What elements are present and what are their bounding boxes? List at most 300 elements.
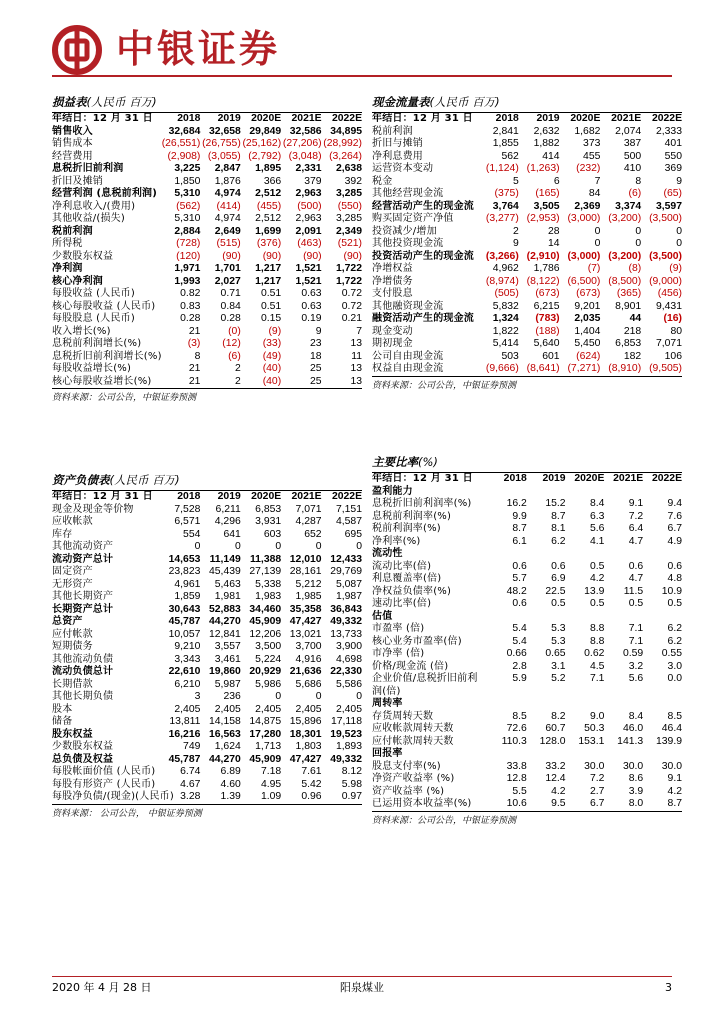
cell-value: 5.4	[512, 635, 527, 647]
cell-value: 2,027	[214, 275, 241, 287]
row-label: 税前利润率(%)	[372, 523, 441, 534]
cell-value: 5,338	[255, 578, 282, 590]
cell-value: 11.5	[623, 585, 644, 597]
cell-value: 22.5	[545, 585, 566, 597]
table-row	[52, 516, 362, 529]
cell-value: 29,769	[330, 566, 362, 577]
cell-value: 1,895	[255, 163, 282, 174]
cell-value: 2022E	[651, 473, 682, 484]
cell-value: 35,358	[289, 603, 322, 615]
key-ratios-title: 主要比率(%)	[372, 454, 682, 473]
row-label: 净利润	[52, 263, 83, 274]
cell-value: (624)	[576, 350, 601, 362]
table-row	[372, 201, 682, 214]
cell-value: 0.5	[589, 560, 605, 572]
table-row	[372, 238, 682, 251]
cell-value: 0.5	[628, 598, 644, 609]
cell-value: (8,500)	[608, 275, 642, 287]
key-ratios-table	[372, 473, 682, 812]
cell-value: 6,853	[255, 503, 282, 515]
row-label: 每股净负债/(现金)(人民币)	[52, 791, 174, 802]
row-label: 股本	[52, 703, 73, 715]
cell-value: 6	[553, 175, 560, 187]
row-label: 短期债务	[52, 641, 93, 652]
row-label: 应付帐款周转天数	[372, 735, 454, 747]
cell-value: 128.0	[539, 735, 566, 747]
row-label: 息税前利润增长(%)	[52, 338, 142, 349]
table-row	[52, 666, 362, 679]
cell-value: 1,803	[295, 741, 322, 752]
cell-value: 410	[623, 163, 642, 174]
cell-value: (550)	[337, 200, 362, 212]
cell-value: (1,263)	[526, 163, 560, 174]
cell-value: 2020E	[570, 113, 601, 124]
footer-date: 2020 年 4 月 28 日	[52, 981, 152, 994]
table-row	[372, 673, 682, 686]
cell-value: 236	[223, 691, 241, 702]
cell-value: 6.1	[512, 535, 527, 547]
cell-value: 2020E	[251, 113, 282, 124]
table-row	[52, 238, 362, 251]
cell-value: 141.3	[617, 735, 644, 747]
cell-value	[488, 611, 527, 624]
cell-value: (3,277)	[485, 213, 519, 224]
cell-value: (6)	[228, 350, 241, 362]
income-statement-title: 损益表(人民币 百万)	[52, 94, 362, 113]
cell-value: 10.9	[661, 585, 682, 597]
cell-value: 25	[281, 376, 321, 389]
cell-value: 554	[183, 528, 201, 540]
row-label: 投资活动产生的现金流	[372, 250, 474, 262]
cell-value: 7,071	[655, 338, 682, 349]
cell-value: (40)	[262, 363, 282, 374]
cell-value: 9.4	[667, 498, 682, 509]
cell-value: 9,201	[574, 300, 601, 312]
row-label: 折旧与摊销	[372, 138, 423, 149]
table-row	[372, 686, 682, 699]
cell-value: (8,910)	[600, 363, 641, 376]
cell-value: 27,139	[249, 566, 282, 577]
cell-value: 6.3	[589, 510, 605, 522]
cell-value: 36,843	[330, 603, 362, 615]
cell-value: (188)	[535, 325, 560, 337]
cell-value: 0	[315, 691, 322, 702]
cell-value: 2,405	[335, 703, 362, 715]
balance-sheet-panel	[52, 472, 362, 821]
cell-value: 9.0	[589, 710, 605, 722]
cell-value: 8	[635, 175, 642, 187]
cell-value: 4,287	[295, 516, 322, 527]
row-label: 资产收益率 (%)	[372, 785, 445, 797]
cell-value: 44,270	[209, 753, 241, 765]
cash-flow-table	[372, 113, 682, 377]
cell-value: 8.8	[589, 623, 605, 634]
cell-value	[488, 548, 527, 561]
row-label: 股东权益	[52, 728, 93, 740]
cell-value: 8.2	[551, 710, 566, 722]
cell-value: 7.1	[628, 623, 644, 634]
cell-value: 562	[501, 150, 519, 162]
cell-value	[488, 486, 527, 499]
cell-value: 45,787	[168, 616, 201, 627]
cell-value: (8)	[628, 263, 642, 274]
cell-value: 401	[664, 138, 682, 149]
cell-value: 2,638	[335, 163, 362, 174]
cell-value: (521)	[337, 238, 362, 249]
cell-value: 6.89	[220, 766, 241, 777]
cell-value: 366	[263, 175, 282, 187]
row-label: 净利息费用	[372, 150, 423, 162]
cell-value: (728)	[176, 238, 201, 249]
cell-value: 7,071	[295, 503, 322, 515]
footer-page-number: 3	[665, 981, 672, 994]
cell-value: (3)	[187, 338, 201, 349]
table-row	[52, 138, 362, 151]
cell-value: 8.8	[589, 635, 605, 647]
header-rule	[52, 75, 672, 77]
cell-value: 2,405	[255, 703, 282, 715]
cell-value: 5	[513, 175, 519, 187]
cell-value: 13.9	[584, 585, 605, 597]
cell-value	[527, 548, 566, 561]
cell-value: 5,310	[174, 213, 201, 224]
table-row	[372, 226, 682, 239]
cell-value: 6,853	[615, 338, 642, 349]
cell-value: 0.65	[545, 648, 566, 659]
cell-value: (2,910)	[526, 250, 560, 262]
cell-value: 11,388	[249, 553, 282, 565]
cell-value: 12,206	[249, 628, 282, 640]
table-row	[372, 698, 682, 711]
row-label: 每股股息 (人民币)	[52, 313, 135, 324]
cell-value: (8,974)	[485, 275, 519, 287]
table-row	[372, 251, 682, 264]
cell-value: 5.2	[551, 673, 566, 684]
cell-value	[488, 748, 527, 761]
cell-value: 0.0	[667, 673, 682, 684]
row-label: 市盈率 (倍)	[372, 623, 425, 634]
cell-value: 60.7	[545, 723, 566, 734]
cell-value: 16,563	[209, 728, 241, 740]
table-row	[52, 326, 362, 339]
cell-value: 4.1	[589, 535, 605, 547]
cell-value: 8.4	[589, 498, 605, 509]
cell-value: 14,653	[168, 553, 201, 565]
cell-value: 3,374	[615, 200, 642, 212]
row-label: 现金变动	[372, 325, 413, 337]
cell-value	[527, 748, 566, 761]
cell-value	[566, 748, 605, 761]
row-label: 年结日：12 月 31 日	[52, 491, 153, 502]
cell-value: 0	[315, 541, 322, 552]
cell-value: (232)	[576, 163, 601, 174]
cell-value: 2,841	[492, 125, 519, 137]
cell-value: 1,786	[533, 263, 560, 274]
cell-value: 44	[629, 313, 642, 324]
cell-value: 30.0	[622, 760, 644, 772]
cell-value: 1,981	[214, 591, 241, 602]
cell-value: 21,636	[289, 666, 322, 677]
table-row	[52, 288, 362, 301]
table-row	[52, 363, 362, 376]
cell-value: 32,658	[209, 125, 241, 137]
cell-value: 5,832	[492, 300, 519, 312]
cell-value: 33.2	[545, 760, 566, 772]
cell-value: 5.6	[628, 673, 644, 684]
cell-value: 9.1	[628, 498, 644, 509]
cell-value: 0.72	[341, 288, 362, 299]
cell-value: 550	[664, 150, 682, 162]
row-label: 应收帐款	[52, 516, 93, 527]
table-row	[52, 338, 362, 351]
cell-value: 0	[594, 225, 601, 237]
cell-value: 0.51	[260, 300, 282, 312]
cell-value: 3.9	[628, 785, 644, 797]
cell-value: 1,971	[174, 263, 201, 274]
cell-value: (562)	[176, 200, 201, 212]
cell-value: 3.0	[667, 660, 682, 672]
cell-value: 1,855	[492, 138, 519, 149]
key-ratios-source-note: 资料来源：公司公告，中银证券预测	[372, 815, 517, 826]
cell-value: 0.6	[628, 560, 644, 572]
cell-value: 0.6	[667, 560, 682, 572]
cell-value: (49)	[262, 350, 282, 362]
cell-value: 2.8	[512, 660, 527, 672]
cell-value: 23	[310, 338, 322, 349]
cell-value: 6,215	[533, 300, 560, 312]
cell-value	[604, 548, 643, 561]
cell-value: 4.7	[628, 573, 644, 584]
balance-sheet-source-note: 资料来源： 公司公告， 中银证券预测	[52, 808, 202, 819]
table-row	[52, 376, 362, 389]
row-label: 其他收益/(损失)	[52, 213, 125, 224]
cell-value: 7	[356, 325, 362, 337]
table-row	[372, 598, 682, 611]
cell-value: 49,332	[330, 616, 362, 627]
cell-value: (90)	[303, 250, 322, 262]
cell-value: (165)	[535, 188, 560, 199]
cell-value: 3,557	[214, 641, 241, 652]
table-row	[372, 736, 682, 749]
cell-value: 13,811	[169, 716, 201, 727]
cell-value: 5,087	[335, 578, 362, 590]
row-label: 长期借款	[52, 678, 93, 690]
cell-value: 601	[542, 350, 560, 362]
cell-value: 5,310	[174, 188, 201, 199]
cell-value: (90)	[262, 250, 282, 262]
cell-value: 7.6	[667, 510, 682, 522]
cell-value: 13,733	[330, 628, 362, 640]
cell-value: 8.7	[512, 523, 527, 534]
cell-value: 6.7	[566, 798, 605, 811]
cell-value: 5.3	[551, 623, 566, 634]
cell-value	[643, 748, 682, 761]
row-label: 估值	[372, 610, 393, 622]
cell-value: 0	[356, 541, 362, 552]
row-label: 融资活动产生的现金流	[372, 313, 474, 324]
table-row	[372, 748, 682, 761]
cell-value	[566, 548, 605, 561]
table-row	[52, 704, 362, 717]
cell-value: (65)	[663, 188, 682, 199]
cell-value: (26,551)	[161, 138, 201, 149]
cell-value: 1,404	[574, 325, 601, 337]
cell-value: 8.6	[628, 773, 644, 784]
cell-value: 80	[670, 325, 682, 337]
cell-value: 0	[635, 225, 642, 237]
row-label: 速动比率(倍)	[372, 598, 432, 609]
cell-value: 182	[623, 350, 642, 362]
row-label: 核心业务市盈率(倍)	[372, 635, 462, 647]
cell-value: 21	[160, 376, 200, 389]
row-label: 期初现金	[372, 338, 413, 349]
table-row	[52, 579, 362, 592]
cell-value: 12,433	[330, 553, 362, 565]
cell-value: 2,512	[255, 188, 282, 199]
cell-value: 2018	[503, 473, 527, 484]
table-row	[372, 263, 682, 276]
cell-value: 33.8	[506, 760, 527, 772]
cell-value: 0	[194, 541, 201, 552]
row-label: 核心每股收益增长(%)	[52, 376, 160, 389]
cell-value: 218	[623, 325, 642, 337]
cell-value: 6.74	[180, 766, 201, 777]
cell-value: (26,755)	[202, 138, 241, 149]
table-row	[372, 313, 682, 326]
cell-value: 17,118	[330, 716, 362, 727]
cell-value: 0.5	[589, 598, 605, 609]
row-label: 股息支付率(%)	[372, 760, 441, 772]
cell-value: (2,908)	[167, 150, 201, 162]
cell-value: (3,200)	[608, 213, 642, 224]
cell-value	[566, 611, 605, 624]
cell-value: (463)	[297, 238, 322, 249]
cell-value: 14,158	[209, 716, 241, 727]
cell-value: 45,787	[168, 753, 201, 765]
row-label: 固定资产	[52, 566, 93, 577]
row-label: 每股帐面价值 (人民币)	[52, 766, 156, 777]
cell-value: 1,682	[574, 125, 601, 137]
balance-sheet-table	[52, 491, 362, 805]
cell-value: 414	[542, 150, 560, 162]
row-label: 价格/现金流 (倍)	[372, 660, 449, 672]
cell-value: 2,074	[615, 125, 642, 137]
cell-value: 2019	[217, 113, 241, 124]
row-label: 年结日：12 月 31 日	[372, 113, 473, 124]
row-label: 存货周转天数	[372, 710, 434, 722]
cell-value: 12,841	[209, 628, 241, 640]
row-label: 润(倍)	[372, 685, 401, 697]
cell-value: 387	[623, 138, 642, 149]
table-row	[52, 729, 362, 742]
row-label: 其他经营现金流	[372, 188, 444, 199]
cell-value	[643, 686, 682, 699]
cell-value: 18	[310, 350, 322, 362]
cell-value: 3,700	[295, 641, 322, 652]
cell-value: 5.6	[589, 523, 605, 534]
cell-value: 13	[350, 338, 362, 349]
cell-value: 1,624	[214, 741, 241, 752]
cell-value: 9.1	[667, 773, 682, 784]
cell-value: 5.4	[512, 623, 527, 634]
cell-value: 0.62	[584, 648, 605, 659]
cell-value: (3,500)	[649, 213, 682, 224]
cell-value: 23,823	[168, 566, 201, 577]
cell-value: 1.39	[200, 791, 240, 804]
cell-value: 2,331	[295, 163, 322, 174]
cell-value: 4,698	[335, 653, 362, 665]
row-label: 市净率 (倍)	[372, 648, 425, 659]
cell-value: 1.09	[241, 791, 281, 804]
footer-rule	[52, 976, 672, 977]
cell-value: 2,963	[295, 213, 322, 224]
cell-value: 2,349	[335, 225, 362, 237]
cell-value: 500	[623, 150, 642, 162]
report-header	[52, 25, 672, 75]
cell-value: (3,000)	[567, 213, 601, 224]
cell-value: 0	[356, 691, 362, 702]
cell-value: 2,405	[295, 703, 322, 715]
cell-value: 0.97	[322, 791, 362, 804]
row-label: 折旧及摊销	[52, 175, 103, 187]
cell-value: 32,684	[168, 125, 201, 137]
cell-value: 13	[322, 376, 362, 389]
cell-value	[643, 611, 682, 624]
cell-value: 14	[548, 238, 560, 249]
cell-value: 0.51	[260, 288, 282, 299]
cell-value: 5,987	[214, 678, 241, 690]
table-row	[52, 791, 362, 804]
cell-value	[604, 686, 643, 699]
cell-value: 4.9	[667, 535, 682, 547]
row-label: 其他流动负债	[52, 653, 114, 665]
cell-value: 5.98	[341, 778, 362, 790]
row-label: 息税折旧前利润增长(%)	[52, 350, 162, 362]
table-row	[372, 586, 682, 599]
table-row	[52, 529, 362, 542]
cell-value: 4,296	[214, 516, 241, 527]
cell-value: (500)	[297, 200, 322, 212]
cell-value: 373	[583, 138, 601, 149]
cell-value: 10.6	[488, 798, 527, 811]
row-label: 公司自由现金流	[372, 350, 444, 362]
cell-value: 8.7	[551, 510, 566, 522]
row-label: 核心每股收益 (人民币)	[52, 300, 156, 312]
cell-value: 7,528	[174, 503, 201, 515]
table-row	[372, 798, 682, 811]
table-row	[372, 338, 682, 351]
cell-value: 7	[594, 175, 601, 187]
cell-value: 6.9	[551, 573, 566, 584]
row-label: 权益自由现金流	[372, 363, 478, 376]
cell-value: 5,224	[255, 653, 282, 665]
cell-value: 22,610	[168, 666, 201, 677]
cell-value: 2019	[536, 113, 560, 124]
table-row	[372, 723, 682, 736]
row-label: 其他融资现金流	[372, 300, 444, 312]
cell-value: 4.2	[589, 573, 605, 584]
cell-value: (9,000)	[649, 275, 682, 287]
cell-value: 28,161	[289, 566, 322, 577]
income-statement-table	[52, 113, 362, 389]
cell-value: (28,992)	[323, 138, 362, 149]
cell-value: 28	[548, 225, 560, 237]
table-header-row	[52, 491, 362, 504]
table-row	[372, 151, 682, 164]
cell-value: (9)	[669, 263, 682, 274]
cell-value: 3,461	[214, 653, 241, 665]
cell-value: (375)	[494, 188, 519, 199]
